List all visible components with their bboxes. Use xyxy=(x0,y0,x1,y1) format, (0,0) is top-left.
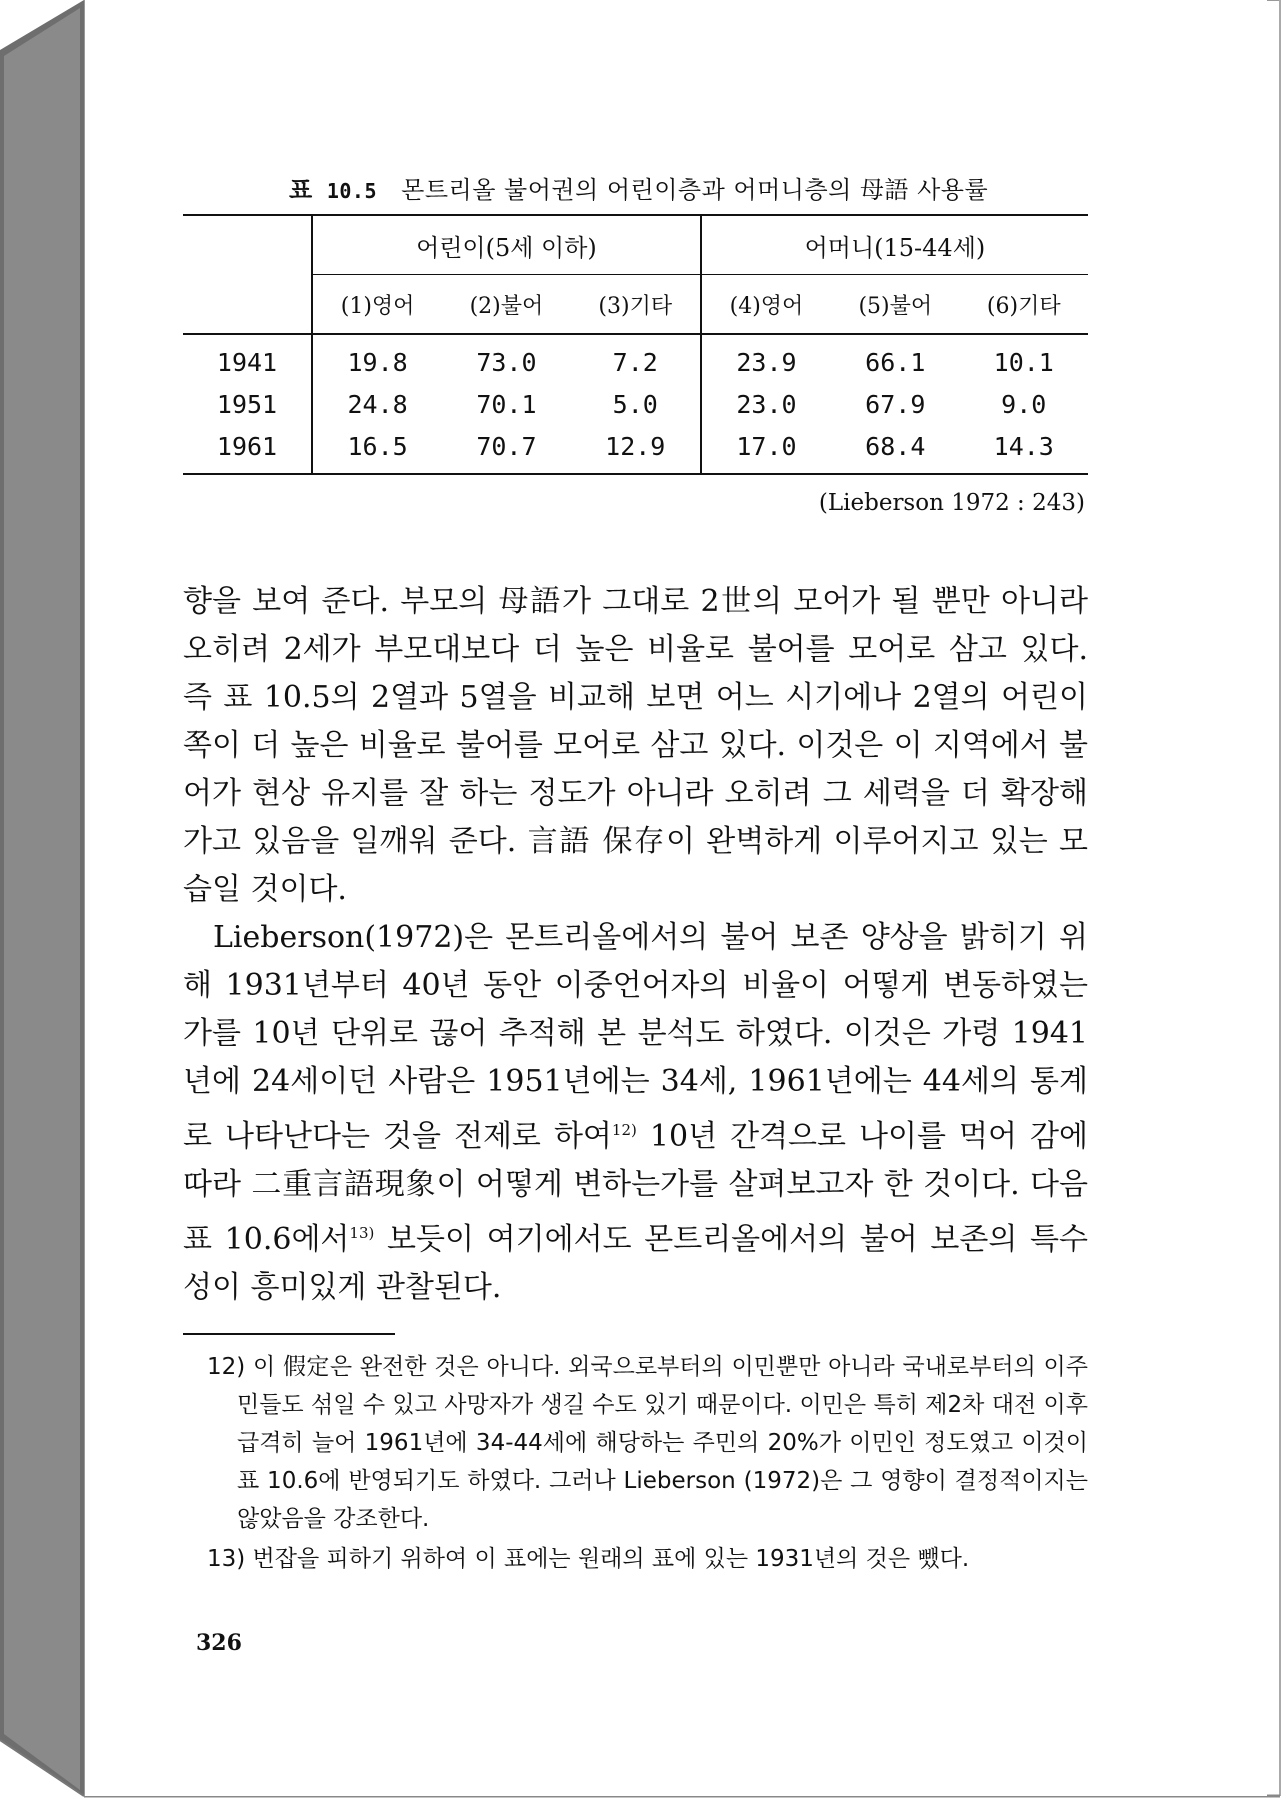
table-row xyxy=(183,383,1088,425)
paragraph-text: 보듯이 여기에서도 몬트리올에서의 불어 보존의 특수성이 흥미있게 관찰된다. xyxy=(183,1222,1088,1305)
table-cell: 23.0 xyxy=(736,389,797,419)
footnotes xyxy=(183,1348,1088,1580)
table-cell: 10.1 xyxy=(993,347,1054,377)
column-header: (5)불어 xyxy=(831,275,959,335)
table-cell: 68.4 xyxy=(831,425,959,474)
column-header: (1)영어 xyxy=(312,275,442,335)
year-cell: 1961 xyxy=(183,425,312,474)
paragraph-text: Lieberson(1972)은 몬트리올에서의 불어 보존 양상을 밝히기 위해 1931년부터 40년 동안 이중언어자의 비율이 어떻게 변동하였는가를 10년 단위로 끊어 추적해 본 분석도 하였다. 이것은 가령 1941년에 24세이던 사람은 1951년에는 34세, 1961년에는 44세의 통계로 나타난다는 것을 전제로 하여 xyxy=(183,920,1088,1154)
year-cell: 1941 xyxy=(183,334,312,383)
footnote-ref: 12) xyxy=(611,1121,637,1139)
table-cell: 19.8 xyxy=(347,347,408,377)
group-header-mothers: 어머니(15-44세) xyxy=(701,215,1088,275)
table-cell: 70.7 xyxy=(442,425,570,474)
table-row xyxy=(183,334,1088,383)
paragraph: 향을 보여 준다. 부모의 母語가 그대로 2世의 모어가 될 뿐만 아니라 오히려 2세가 부모대보다 더 높은 비율로 불어를 모어로 삼고 있다. 즉 표 10.5의 2열과 5열을 비교해 보면 어느 시기에나 2열의 어린이 쪽이 더 높은 비율로 불어를 모어로 삼고 있다. 이것은 이 지역에서 불어가 현상 유지를 잘 하는 정도가 아니라 오히려 그 세력을 더 확장해 가고 있음을 일깨워 준다. 言語 保存이 완벽하게 이루어지고 있는 모습일 것이다. xyxy=(183,584,1088,907)
table-cell: 73.0 xyxy=(476,347,537,377)
table-cell: 66.1 xyxy=(865,347,926,377)
table-number: 10.5 xyxy=(326,179,377,203)
group-header-children: 어린이(5세 이하) xyxy=(312,215,701,275)
year-cell: 1951 xyxy=(183,383,312,425)
table-cell: 17.0 xyxy=(701,425,831,474)
table-source: (Lieberson 1972 : 243) xyxy=(818,490,1085,516)
table-cell: 14.3 xyxy=(960,425,1088,474)
footnote-12: 12) 이 假定은 완전한 것은 아니다. 외국으로부터의 이민뿐만 아니라 국내로부터의 이주민들도 섞일 수 있고 사망자가 생길 수도 있기 때문이다. 이민은 특히 제2차 대전 이후 급격히 늘어 1961년에 34-44세에 해당하는 주민의 20%가 이민인 정도였고 이것이 표 10.6에 반영되기도 하였다. 그러나 Lieberson (1972)은 그 영향이 결정적이지는 않았음을 강조한다. xyxy=(207,1354,1088,1532)
column-header: (4)영어 xyxy=(701,275,831,335)
data-table xyxy=(183,214,1088,475)
table-cell: 5.0 xyxy=(571,383,701,425)
table-row xyxy=(183,425,1088,474)
table-cell: 24.8 xyxy=(347,389,408,419)
column-header: (2)불어 xyxy=(442,275,570,335)
table-caption xyxy=(289,170,988,205)
paragraph-text: 10년 간격으로 나이를 먹어 감에 따라 二重言語現象이 어떻게 변하는가를 살펴보고자 한 것이다. 다음 표 10.6에서 xyxy=(183,1119,1088,1257)
table-cell: 16.5 xyxy=(312,425,442,474)
table-title: 몬트리올 불어권의 어린이층과 어머니층의 母語 사용률 xyxy=(401,176,989,204)
table-cell: 9.0 xyxy=(1001,389,1047,419)
paragraph xyxy=(183,914,1088,1312)
table-cell: 7.2 xyxy=(571,334,701,383)
table-cell: 12.9 xyxy=(571,425,701,474)
footnote-ref: 13) xyxy=(349,1224,375,1242)
table-cell: 67.9 xyxy=(865,389,926,419)
table-label: 표 xyxy=(289,175,313,204)
table-cell: 70.1 xyxy=(476,389,537,419)
column-header: (3)기타 xyxy=(571,275,701,335)
column-header: (6)기타 xyxy=(960,275,1088,335)
body-text xyxy=(183,578,1088,1312)
footnote-divider xyxy=(183,1333,395,1335)
year-header xyxy=(183,215,312,334)
footnote-13: 13) 번잡을 피하기 위하여 이 표에는 원래의 표에 있는 1931년의 것은 뺐다. xyxy=(207,1546,970,1572)
page-number: 326 xyxy=(196,1630,242,1656)
table-cell: 23.9 xyxy=(736,347,797,377)
